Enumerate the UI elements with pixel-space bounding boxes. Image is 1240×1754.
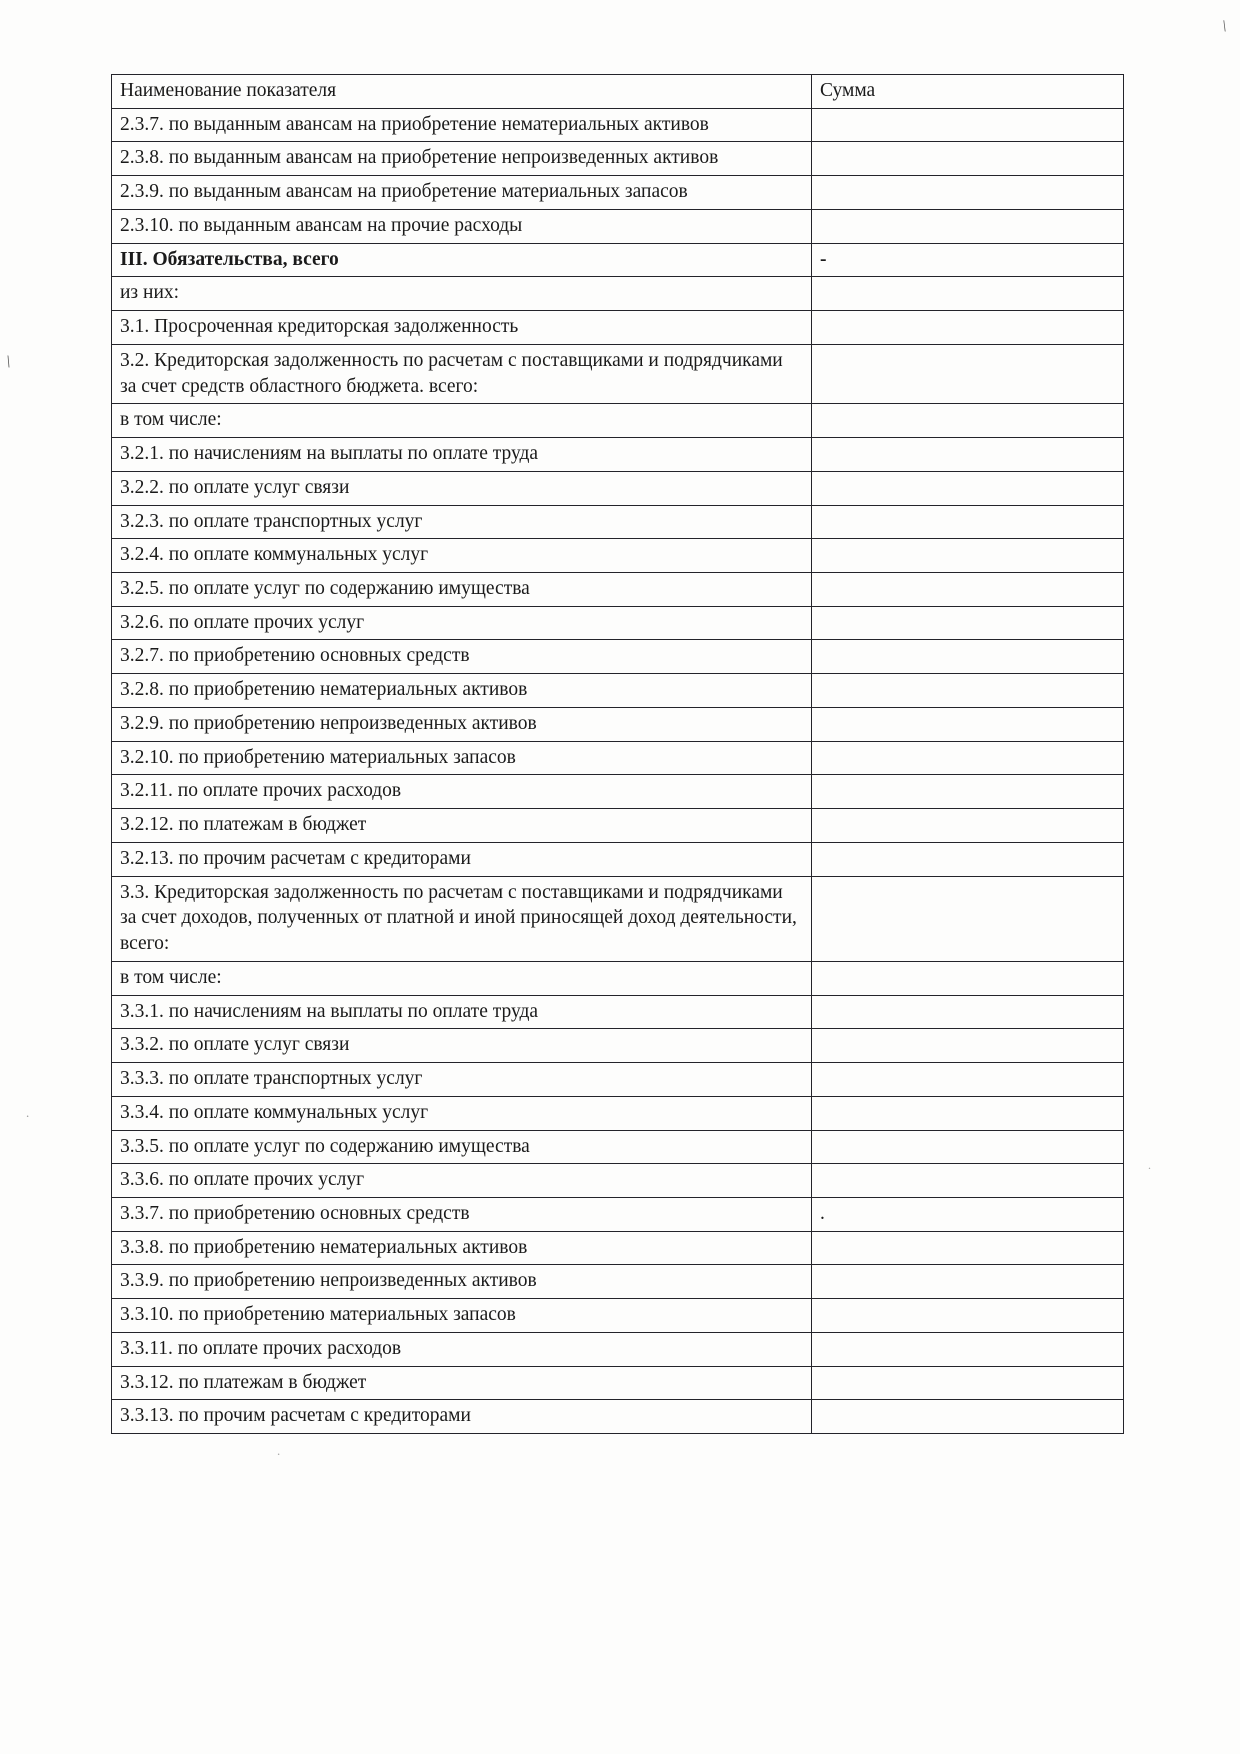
- row-sum-cell[interactable]: [812, 176, 1124, 210]
- table-row: [112, 404, 1124, 438]
- row-label-text: 3.3.7. по приобретению основных средств: [120, 1202, 470, 1224]
- row-sum-cell[interactable]: [812, 471, 1124, 505]
- table-row: [112, 961, 1124, 995]
- row-sum-cell[interactable]: [812, 573, 1124, 607]
- table-row: [112, 775, 1124, 809]
- row-label-text: 3.3.13. по прочим расчетам с кредиторами: [120, 1405, 471, 1427]
- row-label-cell: [112, 842, 812, 876]
- row-label-text: 3.2.2. по оплате услуг связи: [120, 476, 350, 498]
- row-label-text: 3.3.2. по оплате услуг связи: [120, 1034, 350, 1056]
- row-sum-cell[interactable]: [812, 539, 1124, 573]
- row-label-cell: [112, 775, 812, 809]
- row-label-cell: [112, 108, 812, 142]
- row-label-text: 3.2.1. по начислениям на выплаты по оплате труда: [120, 443, 539, 465]
- row-label-text: из них:: [120, 282, 180, 304]
- table-row: [112, 471, 1124, 505]
- row-label-cell: [112, 1029, 812, 1063]
- row-label-cell: [112, 1332, 812, 1366]
- row-label-text: 3.2. Кредиторская задолженность по расчетам с поставщиками и подрядчиками за счет средств областного бюджета. всего:: [120, 349, 788, 397]
- row-sum-cell[interactable]: [812, 775, 1124, 809]
- row-sum-cell[interactable]: [812, 1096, 1124, 1130]
- row-label-cell: [112, 344, 812, 403]
- table-row: [112, 277, 1124, 311]
- row-label-text: 3.3.3. по оплате транспортных услуг: [120, 1068, 423, 1090]
- table-body: [112, 108, 1124, 1433]
- row-sum-cell[interactable]: [812, 311, 1124, 345]
- scan-speck-left: .: [26, 1105, 30, 1120]
- row-label-cell: [112, 471, 812, 505]
- row-label-cell: [112, 1299, 812, 1333]
- table-row: [112, 606, 1124, 640]
- table-row: [112, 344, 1124, 403]
- table-row: [112, 1299, 1124, 1333]
- row-label-text: 2.3.8. по выданным авансам на приобретение непроизведенных активов: [120, 147, 719, 169]
- row-label-cell: [112, 539, 812, 573]
- row-label-cell: [112, 142, 812, 176]
- row-label-text: 3.3.8. по приобретению нематериальных активов: [120, 1236, 528, 1258]
- scan-speck-bottom: .: [277, 1443, 281, 1458]
- indicators-table-container: [111, 74, 1123, 1434]
- row-sum-cell[interactable]: [812, 640, 1124, 674]
- column-header-sum: Сумма: [812, 75, 1124, 109]
- row-sum-cell[interactable]: [812, 606, 1124, 640]
- table-row: [112, 809, 1124, 843]
- row-label-cell: [112, 674, 812, 708]
- scan-mark-left: \: [3, 351, 14, 372]
- row-label-cell: [112, 277, 812, 311]
- table-row: [112, 505, 1124, 539]
- row-label-cell: [112, 1366, 812, 1400]
- row-label-cell: [112, 1231, 812, 1265]
- row-label-text: 3.3.6. по оплате прочих услуг: [120, 1169, 365, 1191]
- row-label-cell: [112, 573, 812, 607]
- row-label-cell: [112, 606, 812, 640]
- table-row: [112, 640, 1124, 674]
- row-label-text: 3.3.11. по оплате прочих расходов: [120, 1337, 402, 1359]
- row-label-cell: [112, 1063, 812, 1097]
- row-sum-cell[interactable]: [812, 741, 1124, 775]
- table-header-row: [112, 75, 1124, 109]
- row-label-cell: [112, 876, 812, 961]
- table-row: [112, 1096, 1124, 1130]
- row-label-text: 3.3.10. по приобретению материальных запасов: [120, 1304, 516, 1326]
- table-row: [112, 741, 1124, 775]
- row-label-text: 3.2.12. по платежам в бюджет: [120, 814, 367, 836]
- table-row: [112, 1332, 1124, 1366]
- row-label-cell: [112, 176, 812, 210]
- table-row: [112, 842, 1124, 876]
- row-label-text: 3.2.4. по оплате коммунальных услуг: [120, 544, 429, 566]
- row-label-text: 3.2.10. по приобретению материальных запасов: [120, 746, 516, 768]
- row-sum-cell[interactable]: [812, 809, 1124, 843]
- row-label-cell: [112, 1265, 812, 1299]
- row-sum-cell[interactable]: [812, 1400, 1124, 1434]
- row-sum-cell[interactable]: [812, 209, 1124, 243]
- row-label-text: 3.2.13. по прочим расчетам с кредиторами: [120, 847, 471, 869]
- table-row: [112, 1029, 1124, 1063]
- row-label-text: 3.2.7. по приобретению основных средств: [120, 645, 470, 667]
- row-label-cell: [112, 404, 812, 438]
- row-label-cell: [112, 311, 812, 345]
- row-label-cell: [112, 741, 812, 775]
- row-label-cell: [112, 995, 812, 1029]
- row-label-text: 2.3.7. по выданным авансам на приобретение нематериальных активов: [120, 113, 709, 135]
- row-sum-value: .: [820, 1202, 825, 1224]
- scan-mark-top: \: [1220, 17, 1229, 36]
- row-label-cell: [112, 1164, 812, 1198]
- row-sum-cell[interactable]: [812, 505, 1124, 539]
- row-sum-cell[interactable]: [812, 1130, 1124, 1164]
- row-sum-cell[interactable]: [812, 1265, 1124, 1299]
- table-row: [112, 1265, 1124, 1299]
- table-row: [112, 108, 1124, 142]
- row-label-cell: [112, 438, 812, 472]
- row-sum-cell[interactable]: [812, 995, 1124, 1029]
- row-sum-cell[interactable]: [812, 674, 1124, 708]
- table-row: [112, 1130, 1124, 1164]
- row-label-text: 3.3.4. по оплате коммунальных услуг: [120, 1101, 429, 1123]
- row-label-text: 3.1. Просроченная кредиторская задолженность: [120, 316, 519, 338]
- table-row: [112, 1366, 1124, 1400]
- table-row: [112, 876, 1124, 961]
- row-sum-cell[interactable]: [812, 876, 1124, 961]
- row-sum-cell[interactable]: [812, 1063, 1124, 1097]
- row-label-text: 3.2.8. по приобретению нематериальных активов: [120, 679, 528, 701]
- row-label-cell: [112, 1096, 812, 1130]
- row-sum-cell[interactable]: [812, 277, 1124, 311]
- row-label-text: 3.3.1. по начислениям на выплаты по оплате труда: [120, 1000, 539, 1022]
- row-label-text: 3.3. Кредиторская задолженность по расчетам с поставщиками и подрядчиками за счет доходов, полученных от платной и иной приносящей доход деятельности, всего:: [120, 881, 802, 955]
- row-sum-cell[interactable]: [812, 1029, 1124, 1063]
- row-sum-cell[interactable]: [812, 1332, 1124, 1366]
- scan-speck-right: .: [1148, 1158, 1151, 1172]
- row-sum-cell[interactable]: [812, 344, 1124, 403]
- table-row: [112, 995, 1124, 1029]
- table-row: [112, 1231, 1124, 1265]
- row-label-text: 2.3.9. по выданным авансам на приобретение материальных запасов: [120, 181, 688, 203]
- row-label-text: 3.3.12. по платежам в бюджет: [120, 1371, 367, 1393]
- table-row: [112, 707, 1124, 741]
- row-label-text: 3.2.9. по приобретению непроизведенных активов: [120, 712, 537, 734]
- table-row: [112, 1063, 1124, 1097]
- row-label-cell: [112, 809, 812, 843]
- row-label-text: 3.3.9. по приобретению непроизведенных активов: [120, 1270, 537, 1292]
- table-row: [112, 674, 1124, 708]
- row-label-text: III. Обязательства, всего: [120, 248, 339, 270]
- row-sum-cell[interactable]: [812, 243, 1124, 277]
- row-label-text: в том числе:: [120, 409, 222, 431]
- row-label-text: 3.3.5. по оплате услуг по содержанию имущества: [120, 1135, 530, 1157]
- row-label-text: 2.3.10. по выданным авансам на прочие расходы: [120, 214, 523, 236]
- row-label-cell: [112, 961, 812, 995]
- row-label-text: 3.2.5. по оплате услуг по содержанию имущества: [120, 578, 530, 600]
- row-sum-cell[interactable]: [812, 1164, 1124, 1198]
- row-sum-cell[interactable]: [812, 707, 1124, 741]
- table-row: [112, 176, 1124, 210]
- row-sum-cell[interactable]: [812, 142, 1124, 176]
- row-label-cell: [112, 707, 812, 741]
- table-row: [112, 1164, 1124, 1198]
- row-label-text: 3.2.3. по оплате транспортных услуг: [120, 510, 423, 532]
- row-label-text: 3.2.11. по оплате прочих расходов: [120, 780, 402, 802]
- row-label-text: 3.2.6. по оплате прочих услуг: [120, 611, 365, 633]
- row-sum-cell[interactable]: [812, 842, 1124, 876]
- row-label-text: в том числе:: [120, 966, 222, 988]
- row-sum-cell[interactable]: [812, 1299, 1124, 1333]
- table-header: [112, 75, 1124, 109]
- row-sum-cell[interactable]: [812, 438, 1124, 472]
- row-sum-cell[interactable]: [812, 961, 1124, 995]
- table-row: [112, 311, 1124, 345]
- column-header-name: Наименование показателя: [112, 75, 812, 109]
- table-row: [112, 539, 1124, 573]
- table-row: [112, 1400, 1124, 1434]
- row-sum-cell[interactable]: [812, 404, 1124, 438]
- row-label-cell: [112, 505, 812, 539]
- row-label-cell: [112, 209, 812, 243]
- row-label-cell: [112, 1197, 812, 1231]
- row-label-cell: [112, 243, 812, 277]
- table-row: [112, 438, 1124, 472]
- row-sum-cell[interactable]: [812, 1197, 1124, 1231]
- table-row: [112, 243, 1124, 277]
- row-sum-cell[interactable]: [812, 1231, 1124, 1265]
- row-label-cell: [112, 1400, 812, 1434]
- row-sum-cell[interactable]: [812, 1366, 1124, 1400]
- table-row: [112, 1197, 1124, 1231]
- table-row: [112, 573, 1124, 607]
- row-label-cell: [112, 1130, 812, 1164]
- row-sum-cell[interactable]: [812, 108, 1124, 142]
- indicators-table: [111, 74, 1124, 1434]
- table-row: [112, 142, 1124, 176]
- row-label-cell: [112, 640, 812, 674]
- row-sum-value: -: [820, 248, 827, 270]
- table-row: [112, 209, 1124, 243]
